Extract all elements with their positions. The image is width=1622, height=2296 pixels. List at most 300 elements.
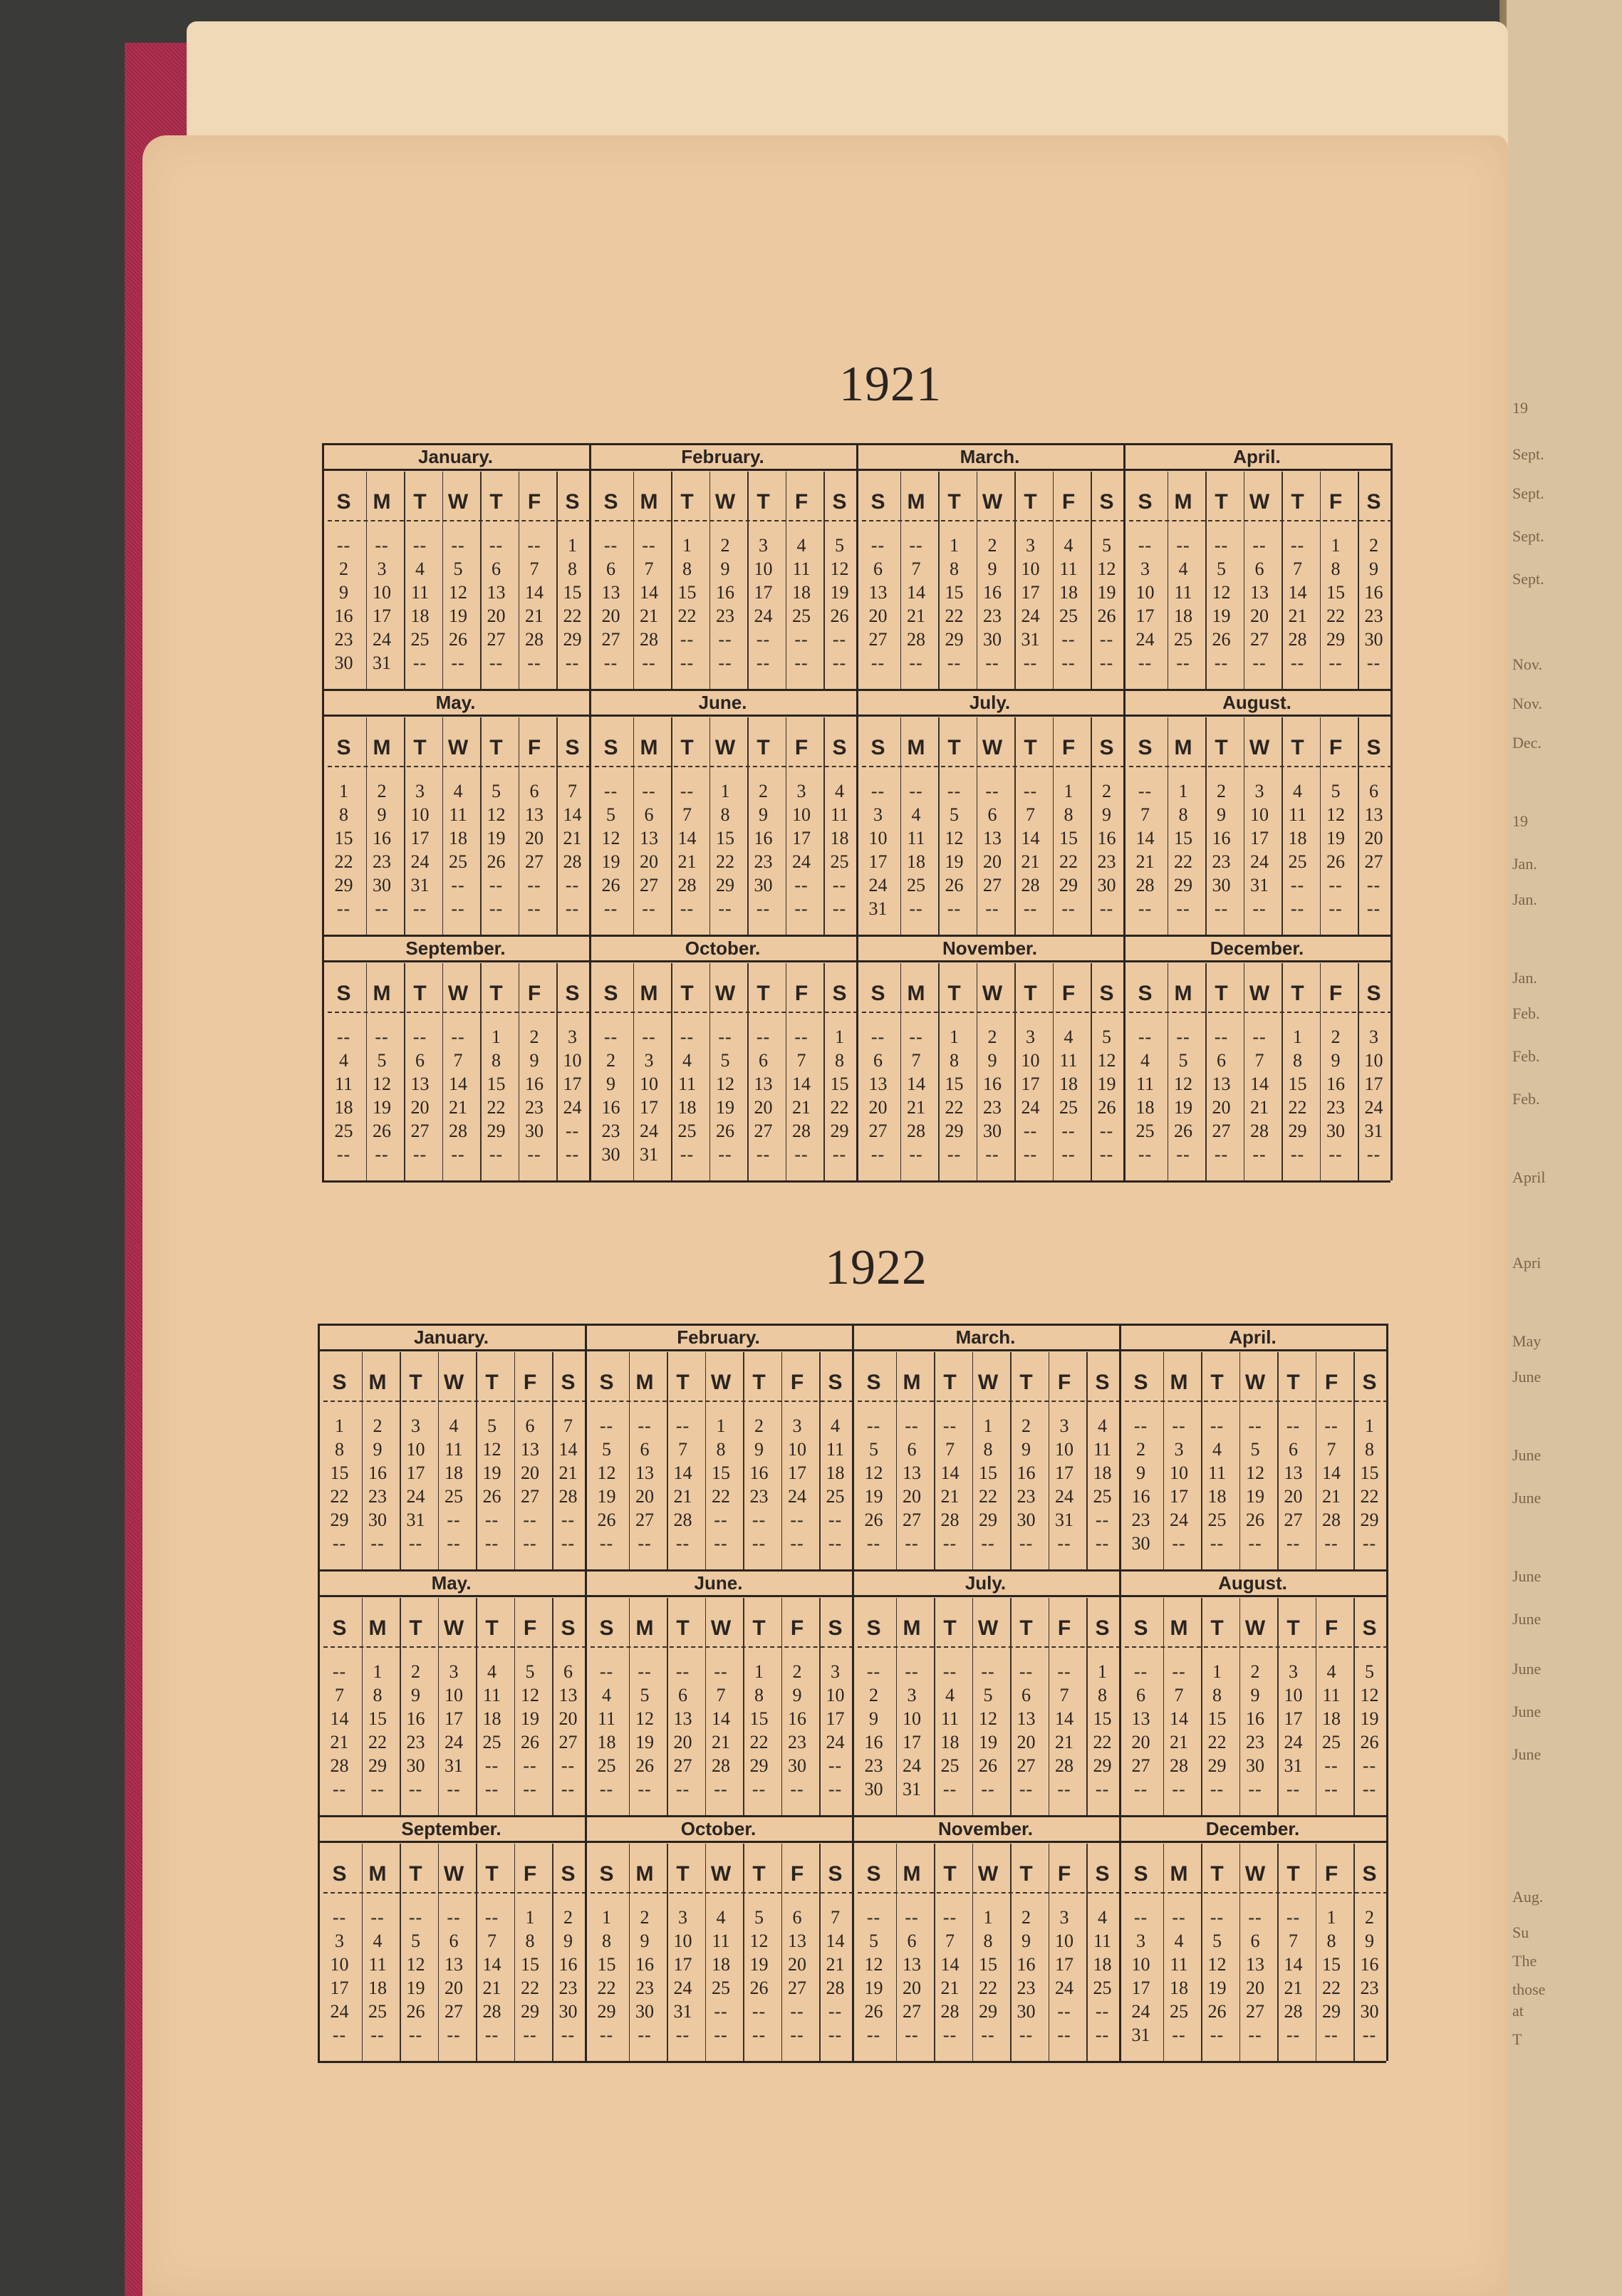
quarter-rule [585, 1569, 852, 1572]
month-separator [1123, 689, 1125, 935]
day-cell: 3 [1026, 1027, 1035, 1047]
day-cell: 8 [1326, 1931, 1336, 1951]
day-cell: 22 [334, 851, 353, 872]
day-cell: -- [1210, 1415, 1225, 1436]
weekday-header: S [1095, 1371, 1110, 1394]
day-cell: 1 [1293, 1027, 1302, 1047]
day-cell: 23 [368, 1486, 387, 1507]
adjacent-page-text: Sept. [1512, 527, 1544, 545]
column-separator [400, 1598, 401, 1815]
day-cell: 24 [1055, 1486, 1073, 1507]
day-cell: 24 [1250, 851, 1269, 872]
day-cell: -- [489, 875, 504, 895]
day-cell: 26 [521, 1732, 539, 1752]
day-cell: 6 [525, 1415, 535, 1436]
day-cell: 25 [826, 1486, 845, 1507]
day-cell: 14 [907, 582, 925, 603]
day-cell: 14 [1135, 828, 1155, 848]
day-cell: 8 [373, 1685, 383, 1705]
day-cell: 25 [1288, 851, 1307, 872]
column-separator [519, 717, 520, 935]
day-cell: 26 [597, 1510, 616, 1530]
day-cell: 2 [1102, 781, 1111, 801]
day-cell: 30 [1212, 875, 1231, 895]
day-cell: 3 [678, 1907, 687, 1928]
day-cell: 23 [601, 1121, 620, 1141]
day-cell: 8 [835, 1050, 844, 1071]
column-separator [1010, 1844, 1012, 2061]
day-cell: -- [370, 1779, 385, 1799]
month-name: February. [681, 446, 764, 467]
day-cell: -- [642, 898, 656, 919]
weekday-header: M [1170, 1616, 1188, 1640]
day-cell: 25 [677, 1121, 697, 1141]
day-cell: 21 [792, 1097, 811, 1118]
day-cell: 25 [410, 629, 430, 650]
day-cell: 13 [1017, 1708, 1036, 1729]
header-dash-rule [858, 1401, 1121, 1403]
day-cell: 5 [1331, 781, 1341, 801]
day-cell: 22 [487, 1097, 506, 1118]
weekday-header: M [640, 736, 658, 759]
day-cell: 18 [677, 1097, 697, 1118]
day-cell: 10 [563, 1050, 582, 1071]
column-separator [366, 963, 368, 1180]
day-cell: 18 [712, 1954, 730, 1975]
weekday-header: T [676, 1616, 690, 1640]
header-dash-rule [862, 1012, 1125, 1014]
quarter-rule [852, 1569, 1119, 1572]
day-cell: -- [1366, 1144, 1381, 1165]
column-separator [900, 717, 902, 935]
weekday-header: S [832, 736, 847, 759]
day-cell: 11 [1170, 1954, 1188, 1975]
day-cell: 7 [1289, 1931, 1298, 1951]
day-cell: 31 [868, 898, 888, 919]
day-cell: 12 [373, 1074, 391, 1094]
column-separator [556, 472, 558, 689]
weekday-header: T [1019, 1862, 1033, 1886]
day-cell: 2 [1136, 1439, 1145, 1460]
day-cell: 8 [1293, 1050, 1302, 1071]
day-cell: 13 [868, 582, 888, 603]
day-cell: 18 [1322, 1708, 1341, 1729]
day-cell: 3 [831, 1661, 840, 1682]
day-cell: -- [714, 2025, 728, 2045]
day-cell: 28 [673, 1510, 692, 1530]
weekday-header: T [1019, 1371, 1033, 1394]
day-cell: 5 [1212, 1931, 1222, 1951]
weekday-header: W [1244, 1862, 1266, 1886]
day-cell: 6 [792, 1907, 802, 1928]
day-cell: 17 [330, 1978, 349, 1998]
day-cell: 15 [979, 1463, 997, 1483]
day-cell: 3 [1174, 1439, 1184, 1460]
day-cell: 11 [1207, 1463, 1227, 1483]
day-cell: -- [942, 1907, 957, 1928]
column-separator [1201, 1844, 1202, 2061]
day-cell: -- [1362, 1533, 1377, 1554]
adjacent-page-text: June [1512, 1660, 1542, 1678]
day-cell: 25 [1207, 1510, 1227, 1530]
day-cell: -- [1362, 2025, 1377, 2045]
day-cell: 10 [1021, 1050, 1040, 1071]
day-cell: 30 [368, 1510, 387, 1530]
day-cell: -- [1286, 2025, 1301, 2045]
column-separator [1049, 1352, 1050, 1569]
day-cell: 28 [940, 2001, 960, 2022]
month-block [1119, 1324, 1386, 1569]
weekday-header: M [635, 1371, 654, 1394]
column-separator [1239, 1844, 1241, 2061]
day-cell: 22 [597, 1978, 616, 1998]
column-separator [743, 1352, 744, 1569]
day-cell: 21 [1250, 1097, 1269, 1118]
day-cell: 29 [521, 2001, 539, 2022]
column-separator [786, 472, 787, 689]
day-cell: 13 [601, 582, 620, 603]
day-cell: 9 [720, 559, 730, 579]
day-cell: 15 [1174, 828, 1192, 848]
day-cell: -- [412, 1144, 427, 1165]
adjacent-page-text: June [1512, 1610, 1542, 1628]
day-cell: -- [1099, 1144, 1114, 1165]
day-cell: 25 [445, 1486, 463, 1507]
day-cell: 27 [525, 851, 544, 872]
header-dash-rule [1125, 1892, 1388, 1895]
month-block [1123, 689, 1390, 935]
column-separator [480, 963, 482, 1180]
day-cell: 5 [1217, 559, 1226, 579]
weekday-header: T [680, 982, 694, 1005]
quarter-rule [589, 935, 856, 937]
day-cell: -- [1210, 1779, 1225, 1799]
day-cell: -- [985, 1144, 999, 1165]
day-cell: 17 [1284, 1708, 1303, 1729]
day-cell: 1 [1212, 1661, 1222, 1682]
weekday-header: M [640, 490, 658, 514]
weekday-header: W [714, 736, 736, 759]
day-cell: -- [1210, 1533, 1225, 1554]
day-cell: 21 [330, 1732, 349, 1752]
day-cell: 7 [678, 1439, 687, 1460]
day-cell: 10 [640, 1074, 658, 1094]
header-dash-rule [595, 1012, 858, 1014]
column-separator [1168, 963, 1169, 1180]
day-cell: -- [832, 629, 847, 650]
day-cell: 14 [1021, 828, 1040, 848]
day-cell: 28 [1170, 1755, 1188, 1776]
day-cell: 8 [754, 1685, 764, 1705]
day-cell: 1 [492, 1027, 501, 1047]
day-cell: 27 [1250, 629, 1269, 650]
day-cell: 22 [1059, 851, 1078, 872]
day-cell: 5 [835, 535, 844, 556]
day-cell: 16 [749, 1463, 769, 1483]
weekday-header: T [1286, 1371, 1300, 1394]
day-cell: 26 [449, 629, 467, 650]
day-cell: -- [1133, 1661, 1148, 1682]
weekday-header: S [332, 1616, 347, 1640]
day-cell: 17 [792, 828, 811, 848]
day-cell: 27 [1284, 1510, 1303, 1530]
column-separator [1282, 472, 1283, 689]
day-cell: 3 [1026, 535, 1035, 556]
day-cell: 21 [482, 1978, 501, 1998]
column-separator [1053, 717, 1054, 935]
day-cell: -- [336, 1027, 351, 1047]
day-cell: 25 [1059, 606, 1078, 626]
day-cell: -- [828, 1755, 843, 1776]
day-cell: -- [412, 653, 427, 673]
day-cell: 28 [449, 1121, 467, 1141]
day-cell: -- [870, 1027, 885, 1047]
column-separator [709, 717, 711, 935]
day-cell: 27 [635, 1510, 654, 1530]
month-header-rule [318, 1349, 585, 1351]
day-cell: 11 [677, 1074, 697, 1094]
column-separator [1277, 1844, 1279, 2061]
month-block [322, 935, 589, 1180]
day-cell: 30 [1326, 1121, 1345, 1141]
day-cell: 22 [1093, 1732, 1112, 1752]
column-separator [1277, 1598, 1279, 1815]
table-right-rule [1386, 1324, 1388, 2061]
month-name: January. [417, 446, 493, 467]
day-cell: 19 [521, 1708, 539, 1729]
day-cell: 29 [368, 1755, 387, 1776]
month-block [585, 1569, 852, 1815]
day-cell: 8 [335, 1439, 344, 1460]
day-cell: -- [718, 653, 732, 673]
weekday-header: S [1133, 1371, 1148, 1394]
weekday-header: S [866, 1862, 881, 1886]
day-cell: 14 [1250, 1074, 1269, 1094]
day-cell: 3 [644, 1050, 654, 1071]
day-cell: 11 [830, 804, 849, 825]
day-cell: 16 [1326, 1074, 1345, 1094]
weekday-header: S [1138, 490, 1153, 514]
day-cell: 22 [979, 1978, 997, 1998]
column-separator [1320, 963, 1321, 1180]
day-cell: -- [1172, 1907, 1186, 1928]
day-cell: 19 [449, 606, 467, 626]
day-cell: -- [638, 2025, 652, 2045]
day-cell: 6 [759, 1050, 768, 1071]
day-cell: 18 [449, 828, 467, 848]
day-cell: 24 [1284, 1732, 1303, 1752]
day-cell: -- [561, 1510, 576, 1530]
day-cell: 29 [1326, 629, 1345, 650]
column-separator [629, 1598, 630, 1815]
day-cell: 5 [602, 1439, 611, 1460]
day-cell: -- [1290, 898, 1305, 919]
month-name: July. [969, 692, 1011, 713]
day-cell: 4 [1064, 1027, 1073, 1047]
day-cell: 26 [1360, 1732, 1379, 1752]
day-cell: 5 [1365, 1661, 1374, 1682]
day-cell: 8 [1365, 1439, 1374, 1460]
day-cell: 7 [1174, 1685, 1184, 1705]
weekday-header: T [413, 982, 427, 1005]
weekday-header: W [982, 982, 1003, 1005]
weekday-header: T [757, 982, 770, 1005]
day-cell: 21 [1288, 606, 1307, 626]
day-cell: 30 [864, 1779, 883, 1799]
day-cell: 25 [792, 606, 811, 626]
day-cell: 15 [1207, 1708, 1227, 1729]
column-separator [1205, 963, 1207, 1180]
day-cell: 20 [558, 1708, 578, 1729]
column-separator [1014, 472, 1016, 689]
day-cell: 28 [907, 1121, 925, 1141]
day-cell: 10 [1170, 1463, 1188, 1483]
month-name: April. [1233, 446, 1281, 467]
weekday-header: T [752, 1616, 766, 1640]
month-block [1123, 935, 1390, 1180]
weekday-header: M [1170, 1371, 1188, 1394]
day-cell: 17 [445, 1708, 463, 1729]
day-cell: -- [1172, 1415, 1186, 1436]
day-cell: 15 [830, 1074, 849, 1094]
day-cell: 30 [983, 1121, 1002, 1141]
day-cell: 3 [568, 1027, 577, 1047]
column-separator [476, 1598, 477, 1815]
weekday-header: W [977, 1616, 999, 1640]
header-dash-rule [323, 1892, 586, 1895]
day-cell: 21 [1170, 1732, 1188, 1752]
day-cell: 11 [907, 828, 925, 848]
day-cell: -- [603, 898, 618, 919]
day-cell: 9 [987, 559, 997, 579]
day-cell: -- [332, 1907, 347, 1928]
day-cell: 9 [754, 1439, 764, 1460]
month-header-rule [322, 960, 589, 962]
day-cell: -- [484, 1755, 499, 1776]
column-separator [438, 1598, 440, 1815]
day-cell: 12 [601, 828, 620, 848]
day-cell: -- [1329, 898, 1343, 919]
weekday-header: F [527, 982, 541, 1005]
day-cell: -- [412, 1027, 427, 1047]
day-cell: 17 [1055, 1954, 1073, 1975]
weekday-header: S [565, 736, 580, 759]
day-cell: 9 [563, 1931, 573, 1951]
day-cell: -- [1324, 1533, 1338, 1554]
day-cell: 18 [1059, 1074, 1078, 1094]
day-cell: 6 [449, 1931, 459, 1951]
header-dash-rule [1125, 1401, 1388, 1403]
weekday-header: S [870, 736, 885, 759]
day-cell: -- [1176, 535, 1190, 556]
day-cell: 12 [830, 559, 849, 579]
day-cell: 29 [597, 2001, 616, 2022]
day-cell: -- [680, 1027, 695, 1047]
day-cell: 21 [525, 606, 544, 626]
column-separator [934, 1352, 935, 1569]
weekday-header: W [1244, 1616, 1266, 1640]
day-cell: 26 [406, 2001, 425, 2022]
day-cell: 1 [335, 1415, 344, 1436]
day-cell: 19 [635, 1732, 654, 1752]
day-cell: -- [790, 1510, 804, 1530]
day-cell: 21 [449, 1097, 467, 1118]
month-separator [852, 1815, 854, 2061]
day-cell: 17 [903, 1732, 921, 1752]
header-dash-rule [323, 1401, 586, 1403]
day-cell: -- [870, 653, 885, 673]
day-cell: 20 [868, 606, 888, 626]
month-name: October. [685, 937, 761, 959]
day-cell: 30 [1360, 2001, 1379, 2022]
weekday-header: T [485, 1616, 499, 1640]
day-cell: 14 [525, 582, 544, 603]
day-cell: 11 [597, 1708, 616, 1729]
day-cell: 4 [911, 804, 921, 825]
day-cell: 25 [482, 1732, 501, 1752]
day-cell: 21 [558, 1463, 578, 1483]
column-separator [362, 1598, 363, 1815]
day-cell: -- [680, 629, 695, 650]
day-cell: 31 [640, 1144, 658, 1165]
day-cell: 24 [445, 1732, 463, 1752]
column-separator [1205, 717, 1207, 935]
weekday-header: M [373, 736, 391, 759]
day-cell: 18 [1207, 1486, 1227, 1507]
day-cell: 10 [1055, 1931, 1073, 1951]
weekday-header: S [1362, 1371, 1377, 1394]
column-separator [404, 472, 405, 689]
day-cell: 30 [406, 1755, 425, 1776]
day-cell: 16 [558, 1954, 578, 1975]
month-name: August. [1222, 692, 1291, 713]
day-cell: -- [1172, 1779, 1186, 1799]
month-block [318, 1815, 585, 2061]
day-cell: 6 [907, 1931, 917, 1951]
day-cell: 16 [635, 1954, 654, 1975]
day-cell: 8 [492, 1050, 501, 1071]
month-separator [856, 935, 858, 1180]
day-cell: 29 [979, 2001, 997, 2022]
day-cell: 5 [411, 1931, 420, 1951]
column-separator [1320, 717, 1321, 935]
day-cell: 20 [788, 1954, 806, 1975]
day-cell: -- [1252, 535, 1267, 556]
adjacent-page [1507, 0, 1622, 2296]
weekday-header: F [790, 1371, 804, 1394]
day-cell: 3 [1140, 559, 1150, 579]
column-separator [977, 472, 978, 689]
day-cell: 2 [529, 1027, 539, 1047]
day-cell: 15 [368, 1708, 387, 1729]
column-separator [819, 1598, 821, 1815]
day-cell: 2 [1365, 1907, 1374, 1928]
day-cell: -- [1023, 1121, 1038, 1141]
day-cell: 31 [445, 1755, 463, 1776]
day-cell: 4 [415, 559, 425, 579]
day-cell: 25 [1093, 1978, 1112, 1998]
day-cell: 17 [1055, 1463, 1073, 1483]
day-cell: 17 [1364, 1074, 1383, 1094]
day-cell: -- [642, 653, 656, 673]
day-cell: 16 [525, 1074, 544, 1094]
day-cell: 1 [754, 1661, 764, 1682]
day-cell: -- [675, 2025, 690, 2045]
weekday-header: F [527, 490, 541, 514]
day-cell: 16 [368, 1463, 387, 1483]
day-cell: -- [832, 1144, 847, 1165]
day-cell: 13 [635, 1463, 654, 1483]
